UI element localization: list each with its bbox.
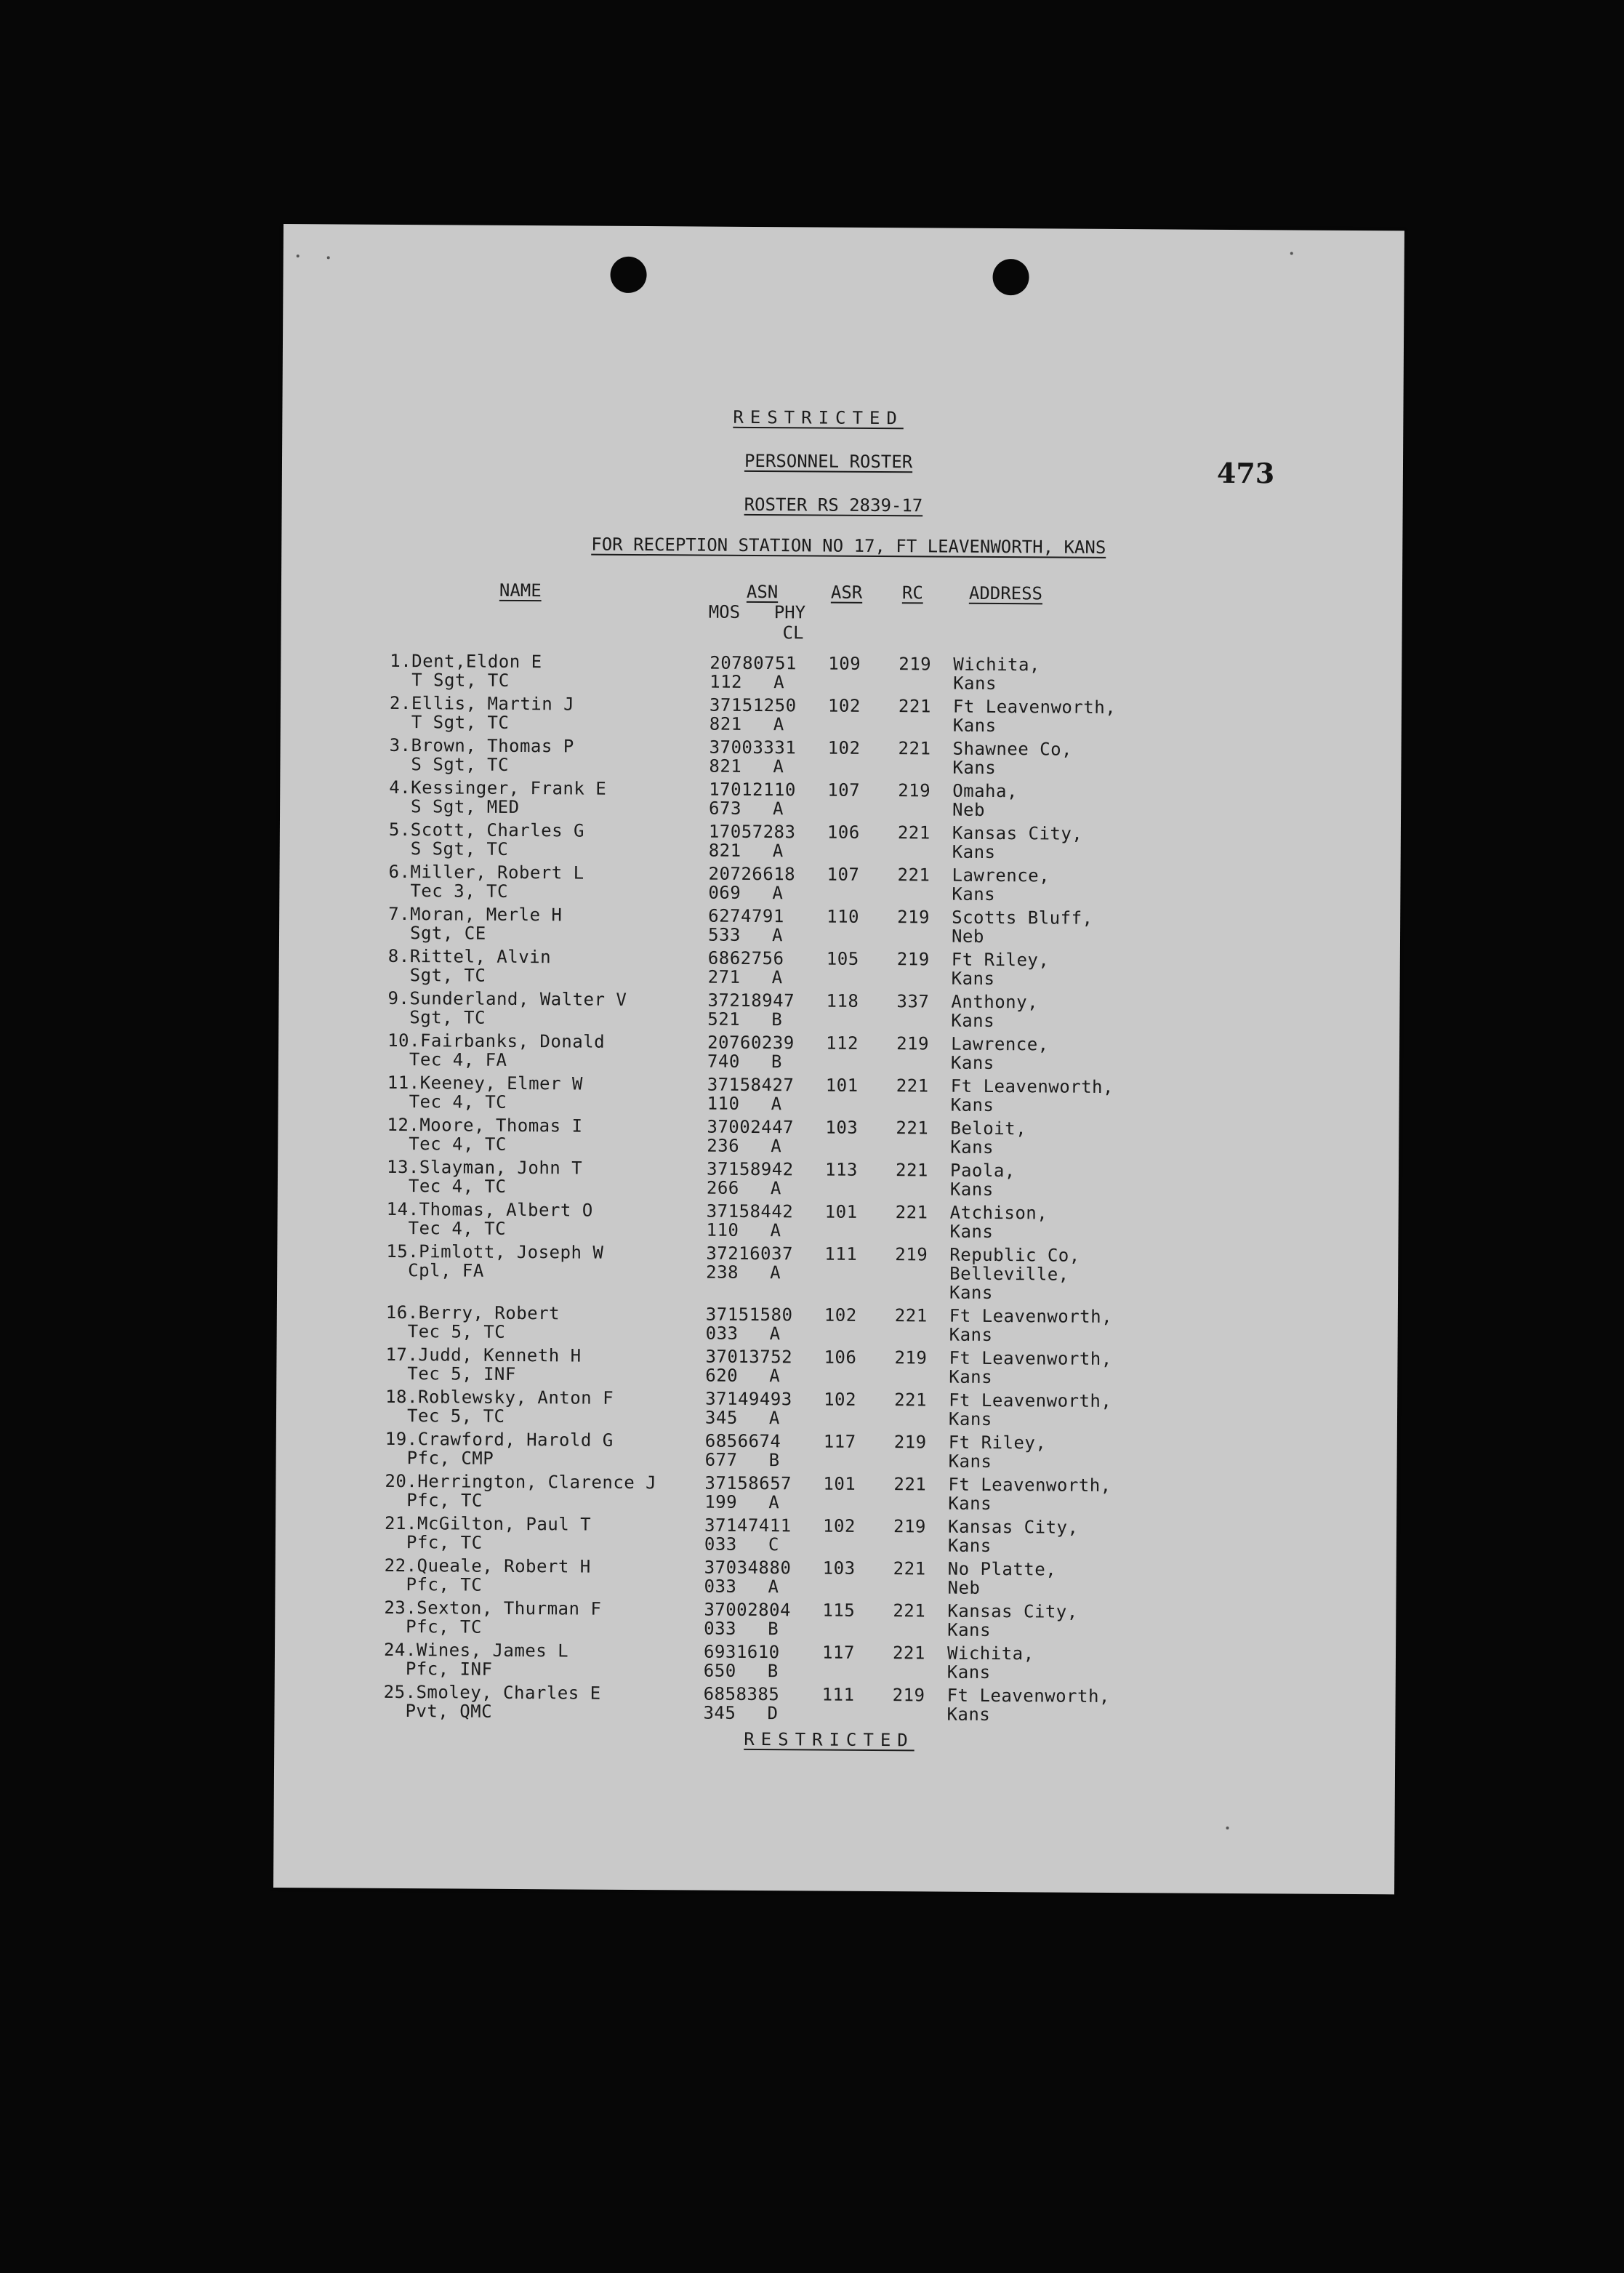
- entry-rank: T Sgt, TC: [411, 712, 510, 733]
- entry-phy: A: [771, 967, 783, 988]
- entry-rc: 219: [896, 949, 930, 970]
- entry-name: 19.Crawford, Harold G: [385, 1428, 614, 1451]
- entry-address-line1: Kansas City,: [952, 822, 1083, 844]
- entry-mos: 650: [703, 1660, 736, 1681]
- entry-rank: S Sgt, MED: [411, 796, 520, 817]
- column-mos: MOS: [708, 601, 741, 622]
- entry-asn: 37158657: [704, 1472, 792, 1494]
- entry-address-line1: Wichita,: [946, 1643, 1034, 1664]
- entry-asr: 115: [822, 1600, 856, 1621]
- entry-rc: 221: [897, 822, 930, 843]
- entry-phy: A: [773, 756, 784, 777]
- entry-mos: 271: [707, 966, 741, 987]
- entry-rank: Tec 5, INF: [407, 1363, 516, 1384]
- entry-address-line1: Scotts Bluff,: [952, 907, 1093, 929]
- entry-mos: 821: [708, 840, 741, 861]
- entry-name: 11.Keeney, Elmer W: [387, 1072, 583, 1094]
- entry-rank: Tec 3, TC: [410, 881, 509, 902]
- entry-mos: 033: [704, 1534, 737, 1555]
- entry-address-line2: Kans: [946, 1704, 991, 1725]
- column-asr: ASR: [830, 582, 863, 603]
- entry-mos: 266: [706, 1177, 739, 1198]
- entry-mos: 620: [705, 1365, 739, 1386]
- entry-asr: 101: [825, 1075, 859, 1096]
- entry-phy: B: [771, 1009, 783, 1030]
- entry-mos: 110: [706, 1219, 739, 1240]
- entry-asr: 101: [823, 1473, 856, 1494]
- entry-rc: 221: [893, 1600, 926, 1621]
- column-asn: ASN: [746, 581, 779, 603]
- entry-asr: 103: [825, 1117, 859, 1138]
- entry-asn: 6274791: [708, 905, 784, 927]
- entry-phy: A: [773, 798, 784, 819]
- entry-asn: 37151250: [709, 694, 797, 716]
- entry-address-line1: Republic Co,: [949, 1244, 1080, 1266]
- entry-address-line2: Kans: [949, 1366, 993, 1387]
- entry-name: 5.Scott, Charles G: [388, 819, 585, 841]
- entry-name: 23.Sexton, Thurman F: [384, 1597, 602, 1619]
- entry-name: 4.Kessinger, Frank E: [389, 777, 607, 799]
- entry-rc: 219: [893, 1516, 927, 1537]
- paper-speck: [297, 254, 300, 257]
- roster-page: [273, 224, 1404, 1894]
- entry-rank: Pfc, TC: [406, 1574, 483, 1595]
- entry-rank: Pfc, CMP: [406, 1448, 494, 1469]
- entry-address-line2: Belleville,: [949, 1263, 1069, 1285]
- entry-phy: A: [768, 1576, 779, 1597]
- entry-address-line1: Lawrence,: [952, 865, 1050, 886]
- entry-asn: 37218947: [707, 990, 795, 1011]
- entry-asn: 17012110: [709, 779, 796, 801]
- entry-asn: 37216037: [706, 1243, 794, 1264]
- entry-name: 3.Brown, Thomas P: [389, 734, 574, 757]
- entry-name: 9.Sunderland, Walter V: [387, 987, 627, 1010]
- entry-mos: 033: [705, 1323, 739, 1344]
- entry-address-line1: Ft Leavenworth,: [948, 1474, 1112, 1496]
- entry-rank: Tec 5, TC: [406, 1406, 505, 1427]
- entry-phy: A: [773, 672, 785, 693]
- entry-asr: 118: [826, 990, 859, 1011]
- entry-asn: 37003331: [709, 737, 797, 758]
- entry-rc: 221: [894, 1305, 928, 1326]
- entry-rank: Cpl, FA: [408, 1260, 484, 1281]
- entry-asr: 107: [827, 779, 861, 801]
- paper-speck: [1226, 1827, 1229, 1829]
- entry-name: 8.Rittel, Alvin: [387, 945, 552, 968]
- entry-address-line2: Kans: [947, 1619, 992, 1640]
- entry-rc: 221: [896, 1118, 929, 1139]
- entry-rank: Tec 4, FA: [409, 1049, 507, 1070]
- entry-address-line1: No Platte,: [947, 1558, 1057, 1580]
- entry-address-line2: Kans: [952, 715, 997, 737]
- entry-rc: 219: [897, 907, 930, 928]
- entry-name: 24.Wines, James L: [383, 1639, 569, 1661]
- entry-mos: 110: [707, 1093, 740, 1114]
- entry-address-line1: Anthony,: [951, 991, 1039, 1013]
- entry-rc: 221: [898, 696, 931, 717]
- entry-address-line1: Kansas City,: [947, 1516, 1079, 1538]
- entry-address-line2: Neb: [951, 926, 984, 947]
- entry-name: 1.Dent,Eldon E: [390, 650, 542, 673]
- entry-address-line2: Kans: [950, 1052, 994, 1073]
- entry-asr: 101: [824, 1201, 858, 1222]
- entry-rc: 219: [893, 1432, 927, 1453]
- entry-address-line1: Atchison,: [949, 1202, 1048, 1224]
- entry-asr: 103: [822, 1558, 856, 1579]
- entry-mos: 033: [704, 1576, 737, 1597]
- entry-address-line2: Neb: [952, 799, 986, 820]
- entry-phy: D: [767, 1703, 779, 1724]
- entry-name: 7.Moran, Merle H: [388, 903, 563, 926]
- entry-address-line2: Kans: [952, 757, 997, 779]
- column-cl: CL: [782, 622, 804, 644]
- entry-asn: 37034880: [704, 1557, 792, 1579]
- entry-address-line2: Kans: [949, 1324, 993, 1345]
- column-rc: RC: [901, 582, 923, 604]
- entry-rank: Pfc, TC: [406, 1616, 482, 1637]
- entry-rc: 221: [898, 738, 931, 759]
- entry-rank: Tec 4, TC: [409, 1134, 507, 1155]
- entry-name: 15.Pimlott, Joseph W: [386, 1240, 604, 1263]
- entry-asr: 111: [824, 1243, 858, 1264]
- entry-asr: 117: [821, 1642, 855, 1663]
- entry-rank: S Sgt, TC: [410, 838, 509, 859]
- entry-address-line2: Kans: [953, 673, 997, 694]
- entry-mos: 677: [704, 1449, 738, 1470]
- entry-asr: 111: [821, 1684, 855, 1705]
- entry-name: 18.Roblewsky, Anton F: [385, 1386, 614, 1408]
- entry-rank: Tec 4, TC: [408, 1218, 507, 1239]
- entry-asr: 113: [824, 1159, 859, 1180]
- entry-phy: A: [771, 925, 784, 946]
- entry-phy: A: [769, 1366, 781, 1387]
- entry-mos: 238: [706, 1262, 739, 1283]
- entry-address-line1: Ft Leavenworth,: [949, 1305, 1113, 1327]
- column-name: NAME: [499, 580, 542, 601]
- entry-rc: 337: [896, 991, 930, 1012]
- entry-rank: Pvt, QMC: [405, 1701, 493, 1722]
- entry-address-line1: Kansas City,: [947, 1600, 1078, 1622]
- roster-entry: [277, 1242, 1398, 1310]
- entry-phy: C: [768, 1534, 779, 1555]
- entry-address-line1: Ft Leavenworth,: [952, 696, 1117, 718]
- entry-phy: A: [773, 714, 784, 735]
- entry-mos: 521: [707, 1009, 741, 1030]
- entry-asr: 117: [823, 1431, 856, 1452]
- entry-name: 20.Herrington, Clarence J: [385, 1470, 657, 1494]
- entry-phy: B: [771, 1051, 783, 1073]
- document-title: PERSONNEL ROSTER: [744, 450, 913, 473]
- entry-asr: 110: [827, 906, 860, 927]
- entry-rc: 219: [895, 1244, 928, 1265]
- entry-asr: 105: [826, 948, 859, 969]
- entry-name: 22.Queale, Robert H: [384, 1555, 591, 1577]
- entry-mos: 821: [709, 755, 742, 777]
- entry-address-line2: Kans: [950, 1136, 994, 1158]
- entry-asn: 37158427: [707, 1074, 795, 1096]
- entry-asn: 37013752: [705, 1346, 793, 1368]
- entry-phy: A: [770, 1178, 781, 1199]
- entry-asn: 37158942: [706, 1158, 794, 1180]
- entry-name: 2.Ellis, Martin J: [389, 692, 575, 715]
- entry-rc: 221: [895, 1160, 929, 1181]
- entry-address-line2: Kans: [946, 1661, 991, 1683]
- entry-rc: 221: [897, 865, 930, 886]
- entry-mos: 533: [707, 924, 741, 945]
- entry-mos: 821: [709, 713, 742, 734]
- entry-rc: 221: [894, 1390, 928, 1411]
- entry-mos: 236: [707, 1135, 740, 1156]
- entry-rc: 219: [899, 654, 932, 675]
- entry-asn: 20726618: [708, 863, 796, 885]
- entry-address-line1: Ft Leavenworth,: [949, 1347, 1112, 1369]
- entry-address-line2: Kans: [948, 1451, 992, 1472]
- entry-phy: A: [770, 1262, 781, 1283]
- entry-name: 17.Judd, Kenneth H: [385, 1344, 582, 1366]
- entry-address-line2: Kans: [950, 1094, 994, 1115]
- entry-address-line2: Kans: [951, 1010, 995, 1031]
- entry-asn: 6931610: [703, 1641, 780, 1663]
- entry-address-line2: Kans: [952, 883, 996, 905]
- entry-address-line1: Omaha,: [952, 780, 1018, 802]
- entry-address-line2: Kans: [949, 1221, 994, 1242]
- entry-asn: 37002447: [707, 1116, 795, 1138]
- entry-asn: 6862756: [707, 947, 784, 969]
- column-phy: PHY: [773, 602, 806, 623]
- entry-name: 10.Fairbanks, Donald: [387, 1030, 606, 1052]
- entry-asr: 102: [822, 1515, 856, 1536]
- entry-name: 12.Moore, Thomas I: [387, 1114, 583, 1136]
- entry-rc: 221: [893, 1558, 926, 1579]
- entry-name: 25.Smoley, Charles E: [383, 1681, 601, 1704]
- entry-asn: 20780751: [710, 652, 797, 674]
- roster-entry: [274, 1683, 1395, 1731]
- entry-rank: S Sgt, TC: [411, 754, 510, 775]
- entry-address-line2: Kans: [948, 1493, 992, 1514]
- entry-name: 14.Thomas, Albert O: [386, 1198, 593, 1221]
- classification-footer: RESTRICTED: [744, 1728, 914, 1751]
- entry-phy: A: [768, 1408, 781, 1429]
- entry-address-line1: Ft Leavenworth,: [949, 1390, 1112, 1411]
- punch-hole: [992, 259, 1029, 295]
- entry-phy: A: [770, 1220, 781, 1241]
- entry-rank: Pfc, TC: [406, 1532, 483, 1553]
- entry-asr: 107: [827, 864, 860, 885]
- entry-address-line2: Kans: [948, 1408, 992, 1430]
- entry-phy: B: [768, 1450, 780, 1471]
- entry-mos: 345: [704, 1407, 738, 1428]
- entry-asn: 17057283: [708, 821, 796, 843]
- entry-rank: Sgt, TC: [409, 1007, 486, 1028]
- entry-phy: A: [772, 841, 784, 862]
- entry-asn: 37147411: [704, 1515, 792, 1536]
- entry-rank: Pfc, INF: [405, 1659, 493, 1680]
- entry-phy: B: [768, 1619, 779, 1640]
- entry-phy: B: [767, 1661, 779, 1682]
- entry-name: 21.McGilton, Paul T: [385, 1512, 592, 1535]
- entry-rank: Tec 4, TC: [409, 1091, 507, 1113]
- entry-address-line3: Kans: [949, 1282, 993, 1303]
- entry-phy: A: [771, 1094, 782, 1115]
- entry-address-line1: Ft Riley,: [951, 949, 1050, 971]
- entry-asr: 106: [824, 1347, 857, 1368]
- entry-rc: 219: [892, 1685, 925, 1706]
- entry-mos: 673: [709, 798, 742, 819]
- entry-rank: Sgt, CE: [409, 923, 486, 944]
- entry-address-line1: Lawrence,: [951, 1033, 1049, 1055]
- entry-address-line2: Neb: [947, 1577, 981, 1598]
- entry-rank: Tec 5, TC: [407, 1321, 506, 1342]
- entry-rc: 219: [896, 1033, 930, 1054]
- entry-rank: Sgt, TC: [409, 965, 486, 986]
- entry-asn: 6858385: [703, 1683, 780, 1705]
- entry-name: 16.Berry, Robert: [385, 1302, 560, 1324]
- entry-rc: 219: [894, 1347, 928, 1368]
- entry-asr: 102: [827, 737, 861, 758]
- entry-mos: 345: [703, 1702, 736, 1723]
- entry-address-line1: Ft Leavenworth,: [950, 1075, 1114, 1097]
- entry-address-line2: Kans: [952, 841, 996, 862]
- entry-mos: 112: [710, 671, 743, 692]
- entry-asn: 37151580: [705, 1304, 793, 1326]
- entry-phy: A: [769, 1323, 781, 1344]
- punch-hole: [610, 257, 646, 293]
- entry-rc: 219: [898, 780, 931, 801]
- entry-rc: 221: [896, 1075, 929, 1097]
- entry-phy: A: [772, 883, 784, 904]
- entry-asn: 37149493: [705, 1388, 792, 1410]
- entry-asr: 109: [828, 653, 861, 674]
- entry-asn: 37158442: [706, 1200, 794, 1222]
- entry-rank: Tec 4, TC: [408, 1176, 507, 1197]
- entry-rank: Pfc, TC: [406, 1490, 483, 1511]
- entry-mos: 199: [704, 1491, 738, 1512]
- entry-asn: 20760239: [707, 1032, 795, 1054]
- entry-name: 6.Miller, Robert L: [388, 861, 584, 883]
- entry-rc: 221: [895, 1202, 928, 1223]
- entry-address-line1: Beloit,: [950, 1118, 1027, 1139]
- entry-asn: 37002804: [704, 1599, 792, 1621]
- entry-asr: 112: [826, 1033, 859, 1054]
- paper-speck: [1290, 252, 1293, 254]
- entry-address-line2: Kans: [947, 1535, 992, 1556]
- entry-address-line2: Kans: [951, 968, 995, 989]
- entry-asr: 102: [824, 1304, 857, 1326]
- classification-header: RESTRICTED: [733, 406, 904, 429]
- entry-phy: A: [768, 1492, 780, 1513]
- entry-mos: 069: [708, 882, 741, 903]
- entry-address-line1: Ft Leavenworth,: [946, 1685, 1110, 1707]
- entry-rc: 221: [892, 1643, 925, 1664]
- station-line: FOR RECEPTION STATION NO 17, FT LEAVENWORTH, KANS: [591, 534, 1106, 558]
- entry-phy: A: [771, 1136, 782, 1157]
- entry-asr: 102: [824, 1389, 857, 1410]
- entry-address-line1: Shawnee Co,: [952, 738, 1073, 760]
- page-number: 473: [1216, 456, 1275, 490]
- roster-id: ROSTER RS 2839-17: [744, 494, 923, 516]
- entry-asn: 6856674: [704, 1430, 781, 1452]
- entry-address-line1: Ft Riley,: [948, 1432, 1047, 1454]
- entry-mos: 740: [707, 1051, 740, 1072]
- entry-rank: T Sgt, TC: [411, 670, 510, 691]
- entry-address-line2: Kans: [949, 1179, 994, 1200]
- entry-asr: 106: [827, 822, 860, 843]
- paper-speck: [327, 256, 330, 259]
- entry-address-line1: Wichita,: [953, 654, 1040, 676]
- entry-asr: 102: [827, 695, 861, 716]
- entry-address-line1: Paola,: [949, 1160, 1016, 1182]
- entry-name: 13.Slayman, John T: [386, 1156, 583, 1179]
- entry-rc: 221: [893, 1474, 927, 1495]
- entry-mos: 033: [704, 1618, 737, 1639]
- column-address: ADDRESS: [968, 582, 1043, 604]
